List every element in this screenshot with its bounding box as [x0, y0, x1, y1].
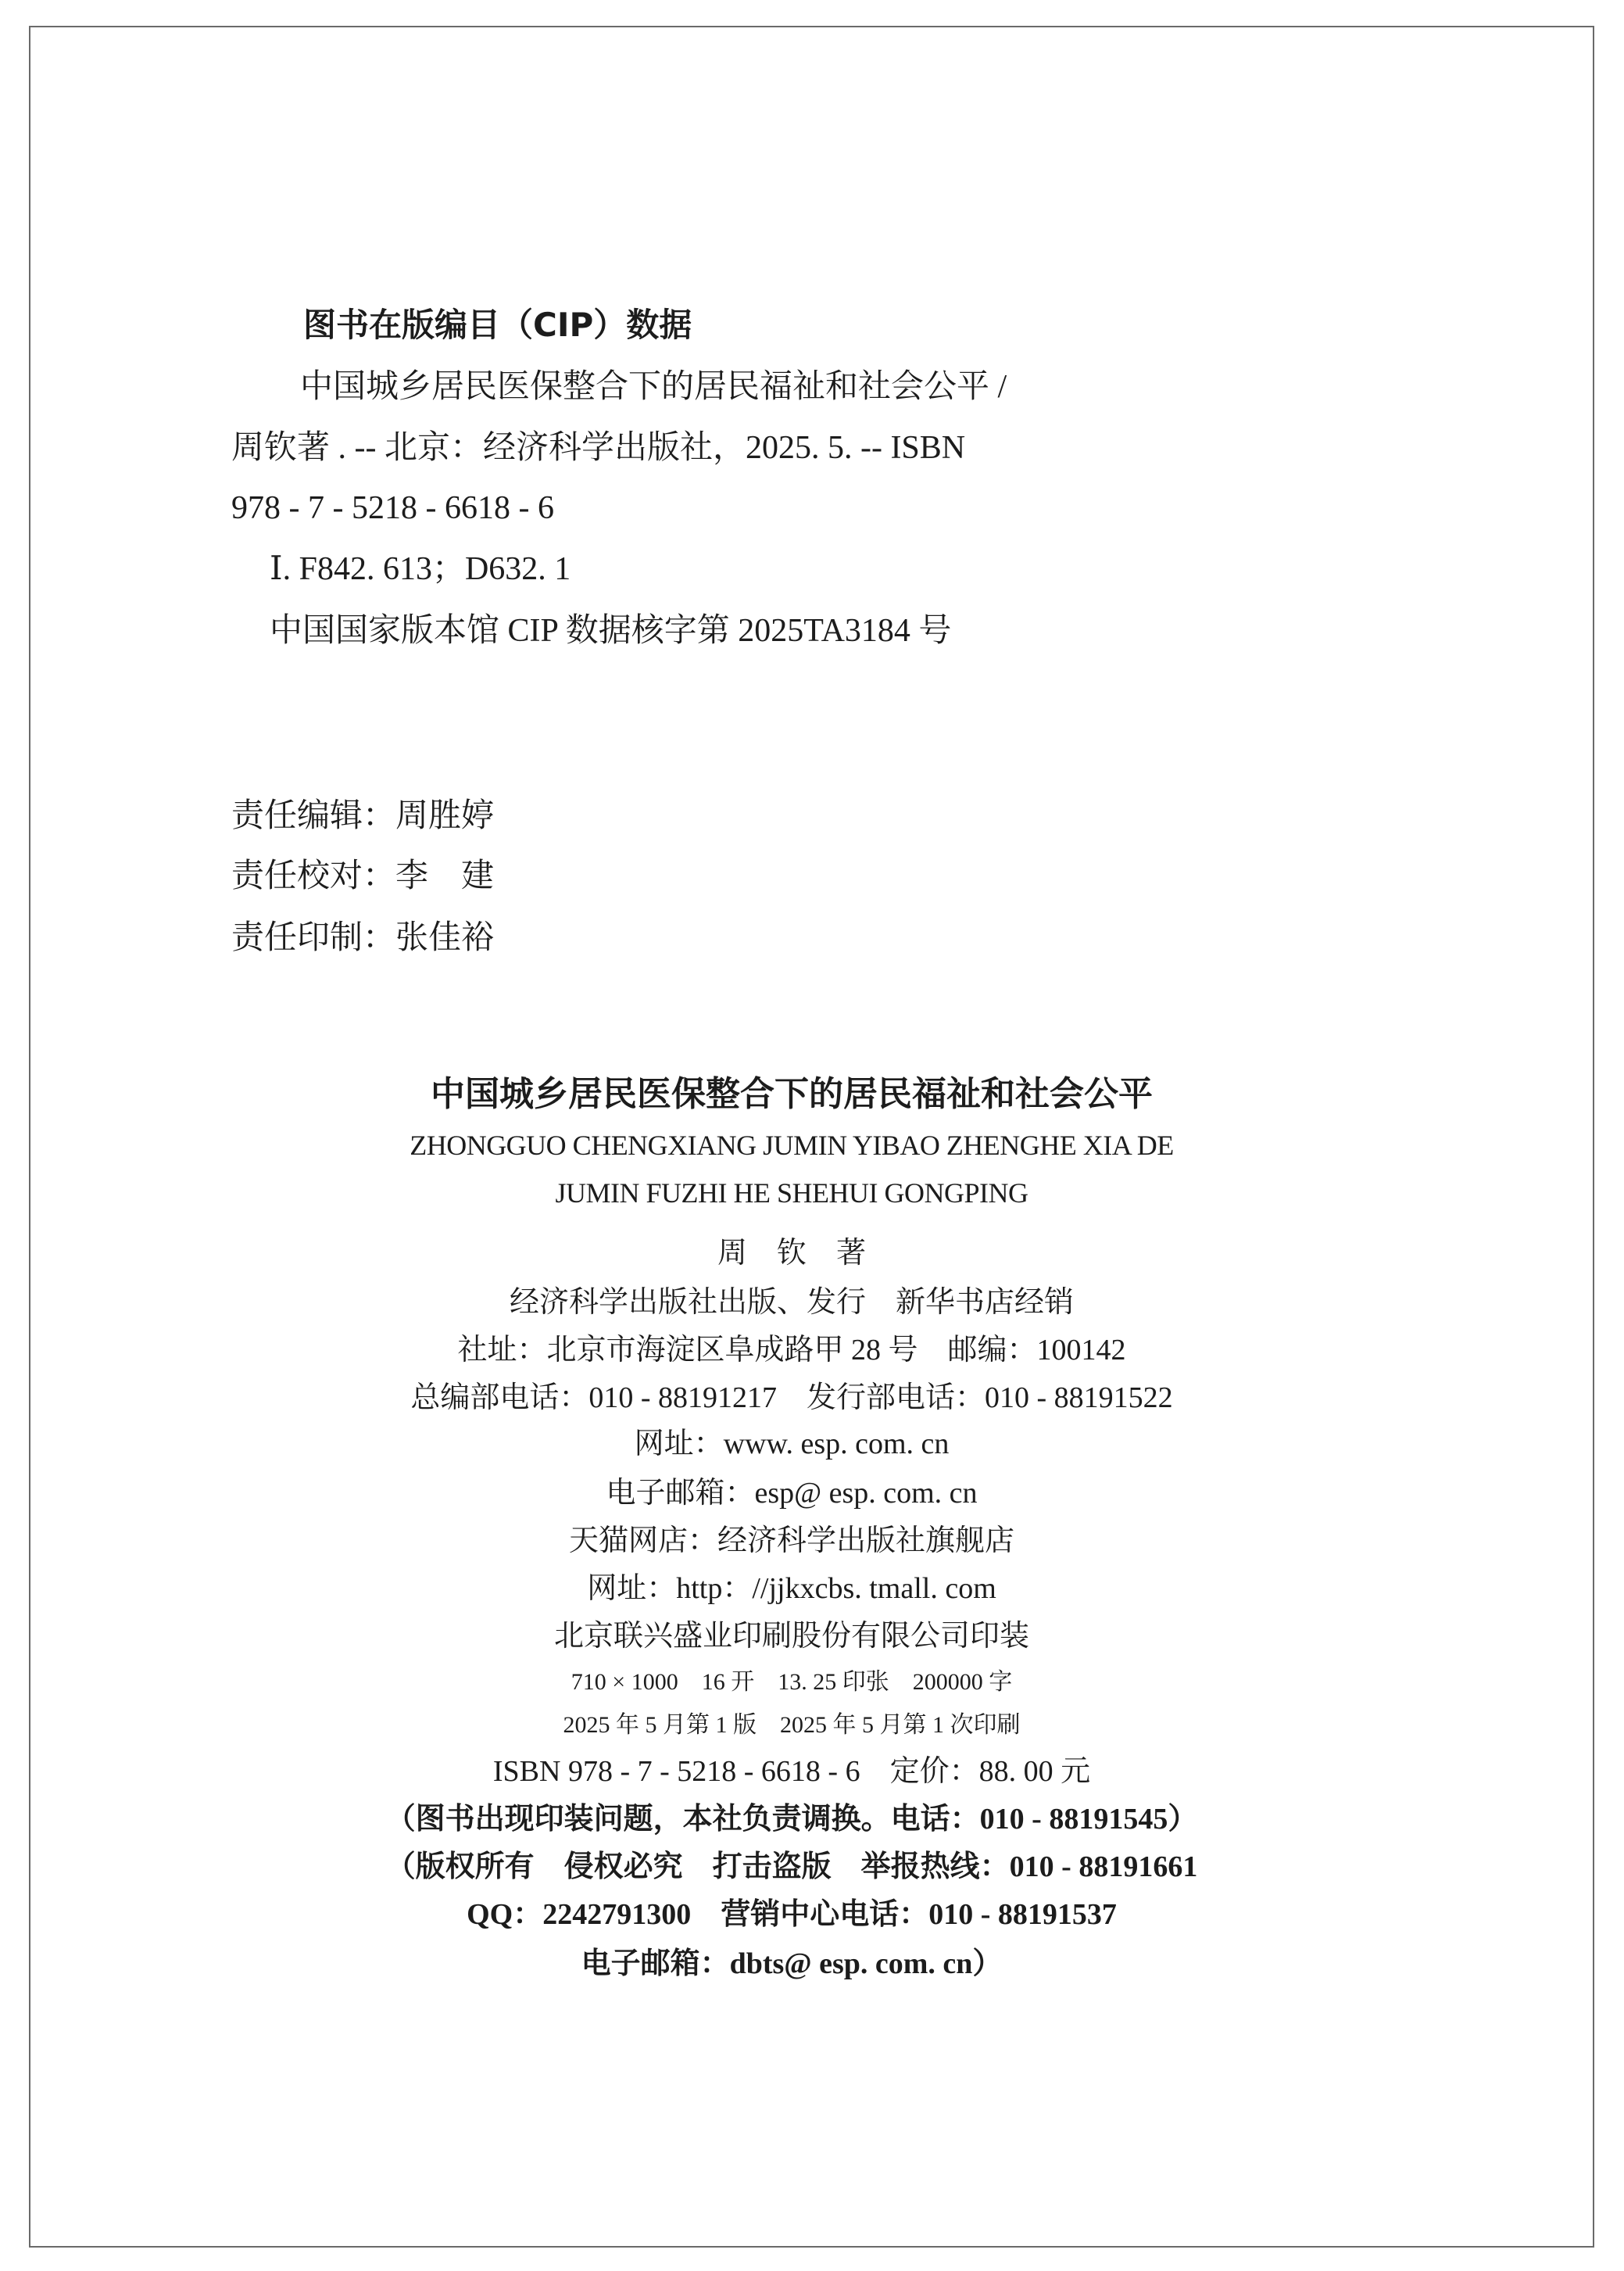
colophon-notice-print-issues: （图书出现印装问题，本社负责调换。电话：010 - 88191545）: [385, 1803, 1198, 1836]
colophon-email: 电子邮箱：esp@ esp. com. cn: [606, 1477, 978, 1510]
cip-heading: 图书在版编目（CIP）数据: [303, 306, 692, 344]
cip-record-number-line: 中国国家版本馆 CIP 数据核字第 2025TA3184 号: [270, 613, 952, 649]
cip-isbn-line: 978 - 7 - 5218 - 6618 - 6: [231, 490, 554, 526]
colophon-title: 中国城乡居民医保整合下的居民福祉和社会公平: [431, 1074, 1153, 1114]
colophon-tmall-url: 网址：http：//jjkxcbs. tmall. com: [587, 1572, 996, 1605]
colophon-address: 社址：北京市海淀区阜成路甲 28 号 邮编：100142: [457, 1334, 1126, 1367]
staff-proofreader: 责任校对：李 建: [231, 858, 495, 894]
colophon-notice-email: 电子邮箱：dbts@ esp. com. cn）: [581, 1947, 1003, 1980]
colophon-isbn-price: ISBN 978 - 7 - 5218 - 6618 - 6 定价：88. 00 元: [492, 1755, 1091, 1788]
colophon-phones: 总编部电话：010 - 88191217 发行部电话：010 - 88191522: [410, 1381, 1173, 1414]
colophon-printer: 北京联兴盛业印刷股份有限公司印装: [553, 1620, 1029, 1653]
colophon-publishing: 经济科学出版社出版、发行 新华书店经销: [509, 1286, 1074, 1319]
colophon-author: 周 钦 著: [717, 1237, 866, 1270]
colophon-tmall-store: 天猫网店：经济科学出版社旗舰店: [568, 1524, 1014, 1557]
colophon-notice-qq-marketing: QQ：2242791300 营销中心电话：010 - 88191537: [467, 1898, 1117, 1931]
cip-classification-line: Ⅰ. F842. 613；D632. 1: [270, 551, 571, 587]
colophon-edition: 2025 年 5 月第 1 版 2025 年 5 月第 1 次印刷: [563, 1712, 1021, 1738]
colophon-notice-copyright: （版权所有 侵权必究 打击盗版 举报热线：010 - 88191661: [385, 1850, 1198, 1883]
staff-print-supervisor: 责任印制：张佳裕: [231, 920, 495, 956]
cip-title-line: 中国城乡居民医保整合下的居民福祉和社会公平 /: [300, 369, 1007, 405]
staff-editor: 责任编辑：周胜婷: [231, 798, 495, 834]
colophon-website: 网址：www. esp. com. cn: [634, 1427, 950, 1460]
colophon-title-pinyin-line2: JUMIN FUZHI HE SHEHUI GONGPING: [555, 1177, 1028, 1209]
colophon-specs: 710 × 1000 16 开 13. 25 印张 200000 字: [571, 1669, 1013, 1695]
colophon-title-pinyin-line1: ZHONGGUO CHENGXIANG JUMIN YIBAO ZHENGHE XIA DE: [410, 1130, 1174, 1161]
cip-publication-line: 周钦著 . -- 北京：经济科学出版社，2025. 5. -- ISBN: [231, 430, 966, 466]
